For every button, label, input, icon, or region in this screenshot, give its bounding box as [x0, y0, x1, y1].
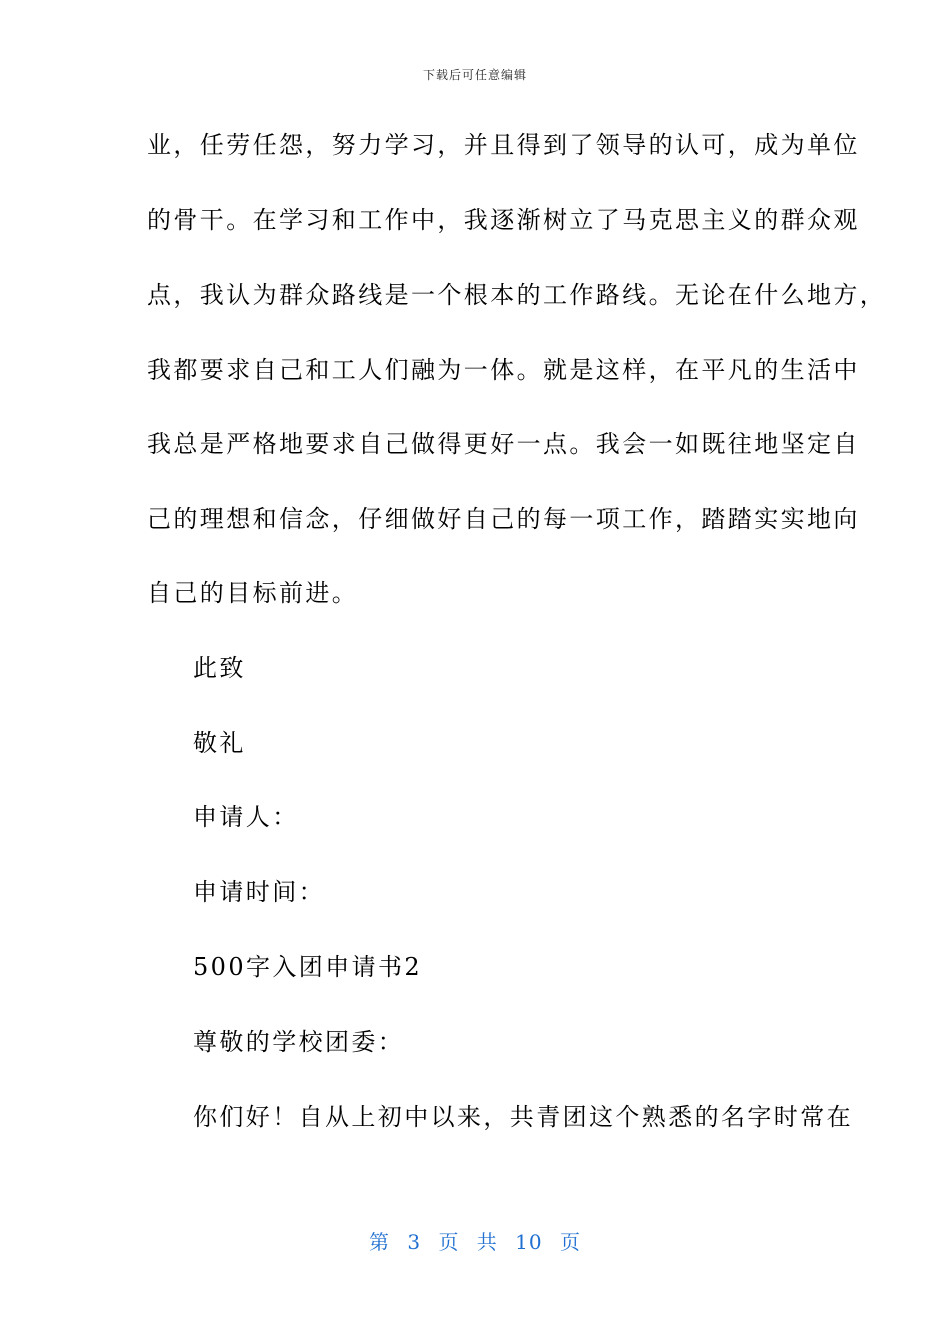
closing-text: 此致: [193, 654, 246, 682]
date-label: 申请时间：: [193, 878, 325, 906]
body-line-6: 己的理想和信念，仔细做好自己的每一项工作，踏踏实实地向: [147, 505, 860, 533]
salute-text: 敬礼: [193, 729, 246, 757]
body-line-3: 点，我认为群众路线是一个根本的工作路线。无论在什么地方，: [147, 281, 887, 309]
page-number-footer: 第 3 页 共 10 页: [369, 1230, 581, 1254]
body-line-7: 自己的目标前进。: [147, 579, 359, 607]
opening-line: 你们好！自从上初中以来，共青团这个熟悉的名字时常在: [193, 1103, 853, 1131]
applicant-label: 申请人：: [193, 803, 299, 831]
header-note: 下载后可任意编辑: [422, 68, 527, 82]
body-line-5: 我总是严格地要求自己做得更好一点。我会一如既往地坚定自: [147, 430, 860, 458]
body-line-4: 我都要求自己和工人们融为一体。就是这样，在平凡的生活中: [147, 356, 860, 384]
body-line-1: 业，任劳任怨，努力学习，并且得到了领导的认可，成为单位: [147, 131, 860, 159]
section-title: 500字入团申请书2: [193, 953, 423, 981]
body-line-2: 的骨干。在学习和工作中，我逐渐树立了马克思主义的群众观: [147, 206, 860, 234]
greeting-text: 尊敬的学校团委：: [193, 1028, 405, 1056]
